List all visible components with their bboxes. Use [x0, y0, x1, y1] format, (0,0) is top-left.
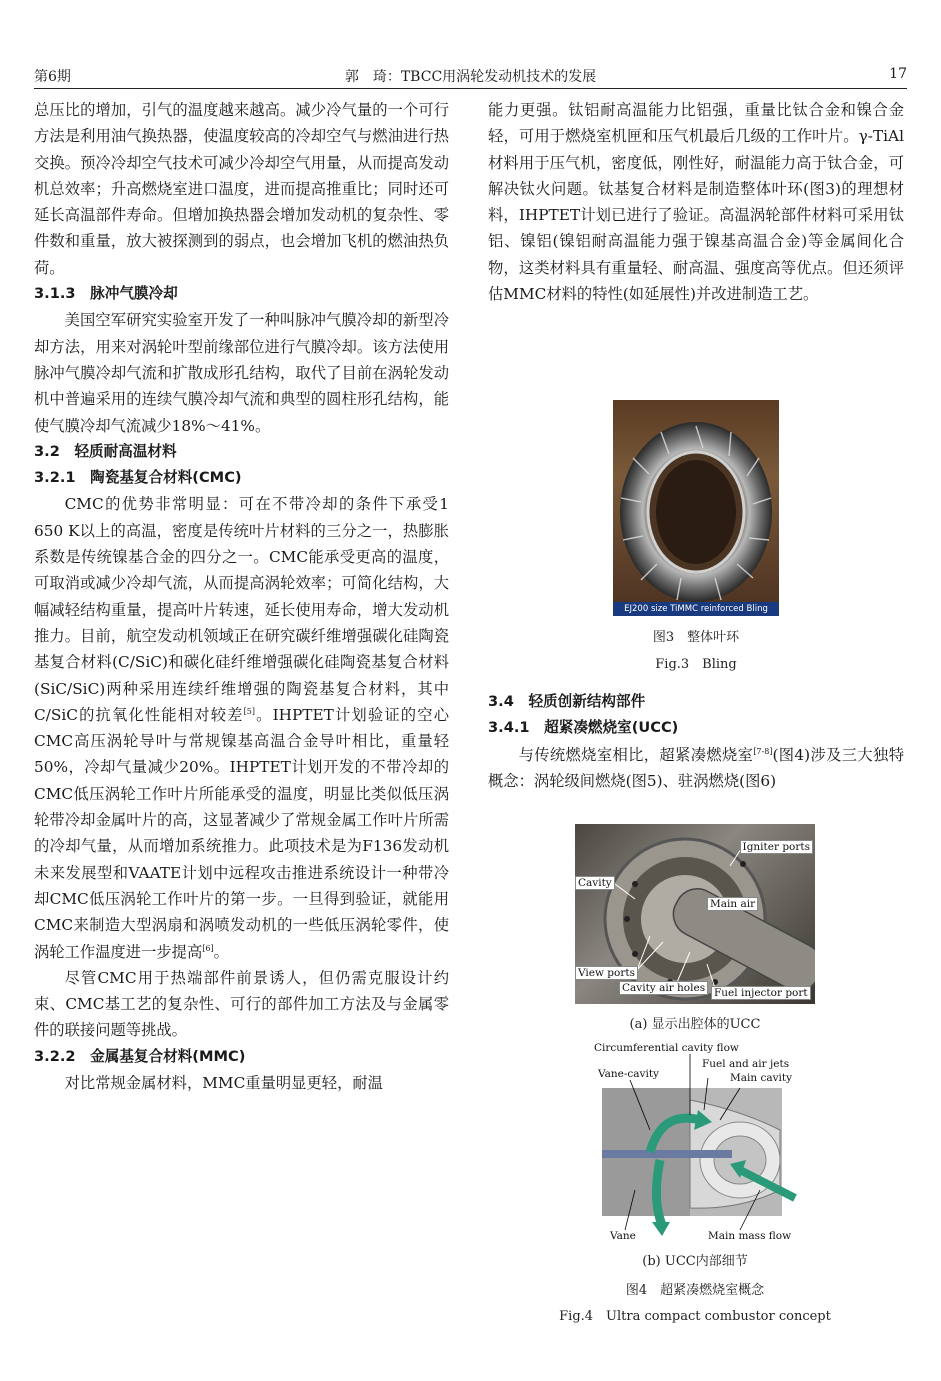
paragraph: 对比常规金属材料，MMC重量明显更轻，耐温: [64, 1073, 383, 1092]
text-run: 。: [213, 942, 229, 961]
citation: [5]: [243, 706, 255, 716]
section-heading-3-2-2: 3.2.2 金属基复合材料(MMC): [34, 1047, 246, 1065]
header-rule: [34, 88, 907, 89]
right-column-top: [488, 97, 904, 307]
running-header: [34, 66, 907, 86]
paragraph: 总压比的增加，引气的温度越来越高。减少冷气量的一个可行方法是利用油气换热器，使温度较高的冷却空气与燃油进行热交换。预冷冷却空气技术可减少冷却空气用量，从而提高发动机总效率；升高燃烧室进口温度，进而提高推重比；同时还可延长高温部件寿命。但增加换热器会增加发动机的复杂性、零件数和重量，放大被探测到的弱点，也会增加飞机的燃油热负荷。: [34, 101, 449, 277]
left-column: [34, 97, 449, 1096]
section-heading-3-4-1: 3.4.1 超紧凑燃烧室(UCC): [488, 719, 679, 737]
running-title: 郭 琦：TBCC用涡轮发动机技术的发展: [344, 69, 597, 85]
label-cavity-air-holes: Cavity air holes: [619, 981, 708, 995]
right-column-middle: [488, 689, 904, 794]
bling-photo: [613, 400, 779, 616]
paragraph: 尽管CMC用于热端部件前景诱人，但仍需克服设计约束、CMC基工艺的复杂性、可行的部件加工方法及与金属零件的联接问题等挑战。: [34, 968, 449, 1040]
citation: [6]: [202, 943, 214, 953]
fig3-caption-cn: 图3 整体叶环: [652, 630, 740, 645]
page-number: 17: [889, 66, 907, 82]
label-igniter-ports: Igniter ports: [740, 840, 813, 854]
citation: [7-8]: [753, 746, 773, 756]
issue-number: 第6期: [34, 69, 71, 85]
label-vane: Vane: [610, 1230, 636, 1240]
paragraph: [34, 491, 449, 964]
label-view-ports: View ports: [575, 966, 638, 980]
section-heading-3-2-1: 3.2.1 陶瓷基复合材料(CMC): [34, 469, 242, 487]
paragraph: 能力更强。钛铝耐高温能力比铝强，重量比钛合金和镍合金轻，可用于燃烧室机匣和压气机最后几级的工作叶片。γ-TiAl材料用于压气机，密度低，刚性好，耐温能力高于钛合金，可解决钛火问题。钛基复合材料是制造整体叶环(图3)的理想材料，IHPTET计划已进行了验证。高温涡轮部件材料可采用钛铝、镍铝(镍铝耐高温能力强于镍基高温合金)等金属间化合物，这类材料具有重量轻、耐高温、强度高等优点。但还须评估MMC材料的特性(如延展性)并改进制造工艺。: [488, 101, 904, 304]
paragraph: [488, 742, 904, 795]
section-heading-3-2: 3.2 轻质耐高温材料: [34, 442, 177, 460]
ucc-internal-diagram: [590, 1040, 810, 1240]
bling-photo-caption-bar: EJ200 size TiMMC reinforced Bling: [613, 602, 779, 616]
fig4a-caption: (a) 显示出腔体的UCC: [629, 1017, 761, 1032]
fig4b-caption: (b) UCC内部细节: [642, 1254, 748, 1269]
label-circumferential-cavity-flow: Circumferential cavity flow: [594, 1042, 739, 1054]
label-fuel-and-air-jets: Fuel and air jets: [702, 1058, 790, 1070]
text-run: 。IHPTET计划验证的空心CMC高压涡轮导叶与常规镍基高温合金导叶相比，重量轻50%，冷却气量减少20%。IHPTET计划开发的不带冷却的CMC低压涡轮工作叶片所能承受的温度，明显比类似低压涡轮带冷却金属叶片的高，这显著减少了常规金属工作叶片所需的冷却气量，从而增加系统推力。此项技术是为F136发动机未来发展型和VAATE计划中远程攻击推进系统设计一种带冷却CMC低压涡轮工作叶片的第一步。一旦得到验证，就能用CMC来制造大型涡扇和涡喷发动机的一些低压涡轮零件，使涡轮工作温度进一步提高: [34, 705, 449, 961]
label-main-mass-flow: Main mass flow: [708, 1230, 792, 1240]
fig4-caption-cn: 图4 超紧凑燃烧室概念: [625, 1283, 765, 1298]
text-run: (图4)涉及三大独特概念：涡轮级间燃烧(图5)、驻涡燃烧(图6): [488, 745, 904, 790]
label-main-air: Main air: [707, 897, 758, 911]
text-run: 与传统燃烧室相比，超紧凑燃烧室: [518, 745, 754, 764]
bling-ring-illustration: [613, 400, 779, 616]
section-heading-3-4: 3.4 轻质创新结构部件: [488, 693, 646, 710]
paragraph: 美国空军研究实验室开发了一种叫脉冲气膜冷却的新型冷却方法，用来对涡轮叶型前缘部位进行气膜冷却。该方法使用脉冲气膜冷却气流和扩散成形孔结构，取代了目前在涡轮发动机中普遍采用的连续气膜冷却气流和典型的圆柱形孔结构，能使气膜冷却气流减少18%～41%。: [34, 311, 449, 435]
ucc-cavity-photo: [575, 824, 815, 1004]
label-main-cavity: Main cavity: [730, 1072, 793, 1084]
fig3-caption-en: Fig.3 Bling: [655, 657, 737, 672]
section-heading-3-1-3: 3.1.3 脉冲气膜冷却: [34, 285, 178, 303]
label-fuel-injector-port: Fuel injector port: [711, 986, 811, 1000]
label-cavity: Cavity: [575, 876, 615, 890]
fig4-caption-en: Fig.4 Ultra compact combustor concept: [559, 1309, 831, 1324]
label-vane-cavity: Vane-cavity: [598, 1068, 659, 1080]
text-run: CMC的优势非常明显：可在不带冷却的条件下承受1 650 K以上的高温，密度是传统叶片材料的三分之一，热膨胀系数是传统镍基合金的四分之一。CMC能承受更高的温度，可取消或减少冷却气流，从而提高涡轮效率；可简化结构，大幅减轻结构重量，提高叶片转速，延长使用寿命，增大发动机推力。目前，航空发动机领域正在研究碳纤维增强碳化硅陶瓷基复合材料(C/SiC)和碳化硅纤维增强碳化硅陶瓷基复合材料(SiC/SiC)两种采用连续纤维增强的陶瓷基复合材料，其中C/SiC的抗氧化性能相对较差: [34, 495, 449, 724]
